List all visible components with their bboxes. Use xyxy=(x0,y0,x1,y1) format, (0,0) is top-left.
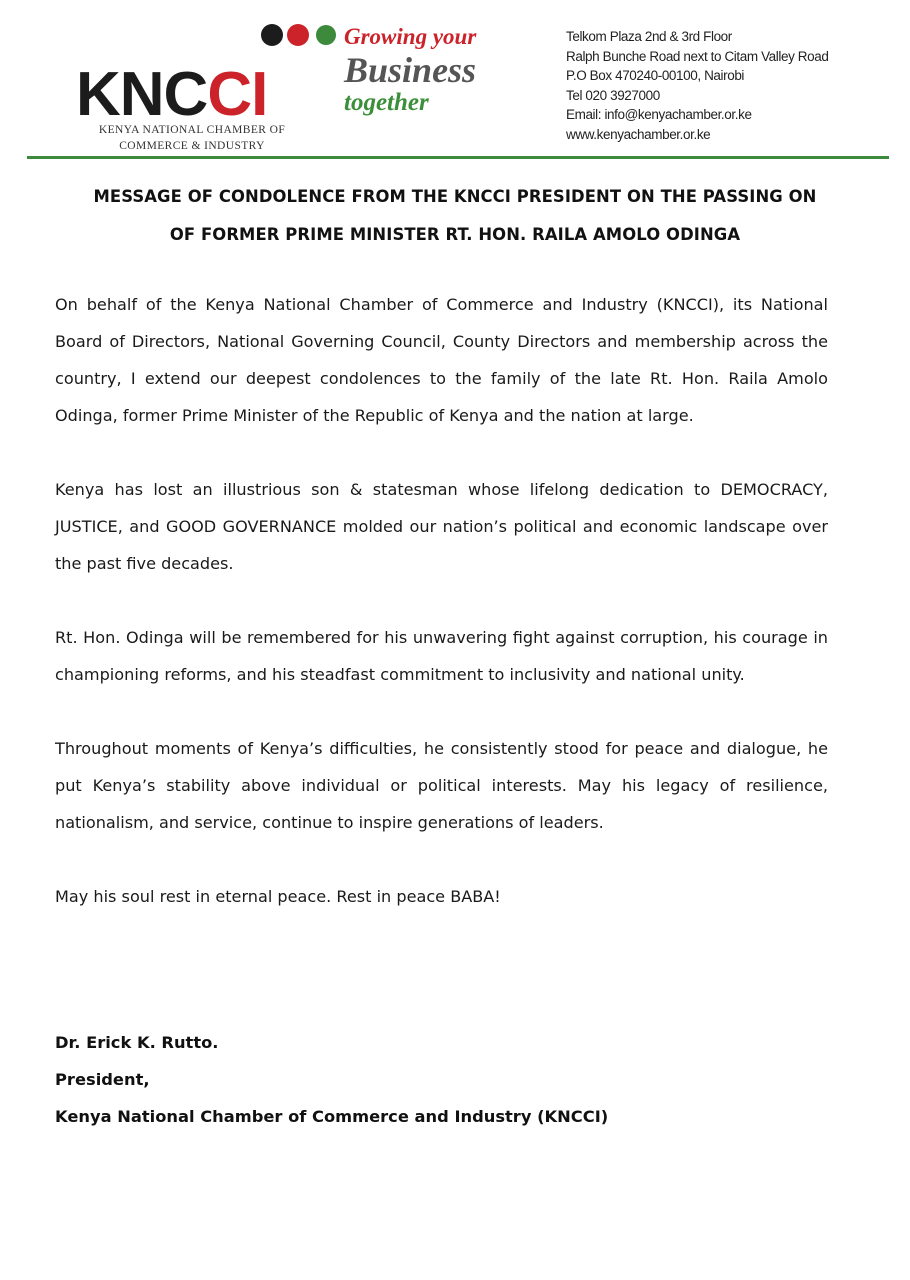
contact-email: Email: info@kenyachamber.or.ke xyxy=(566,107,752,123)
contact-block xyxy=(566,27,828,145)
contact-line: Ralph Bunche Road next to Citam Valley Road xyxy=(566,48,829,64)
logo-org-name xyxy=(76,122,308,154)
signatory-position: President, xyxy=(55,1070,150,1089)
contact-line: Tel 020 3927000 xyxy=(566,87,660,103)
logo-wordmark: KNCCI xyxy=(76,60,268,129)
paragraph: Kenya has lost an illustrious son & statesman whose lifelong dedication to DEMOCRACY, JUSTICE, and GOOD GOVERNANCE molded our nation’s political and economic landscape over the past five decades. xyxy=(55,480,828,573)
paragraph: May his soul rest in eternal peace. Rest in peace BABA! xyxy=(55,887,501,906)
contact-line: P.O Box 470240-00100, Nairobi xyxy=(566,68,745,84)
paragraph: On behalf of the Kenya National Chamber of Commerce and Industry (KNCCI), its National Board of Directors, National Governing Council, County Directors and membership across the country, I extend our deepest condolences to the family of the late Rt. Hon. Raila Amolo Odinga, former Prime Minister of the Republic of Kenya and the nation at large. xyxy=(55,295,828,425)
header-divider xyxy=(27,156,889,159)
contact-line: Telkom Plaza 2nd & 3rd Floor xyxy=(566,29,732,44)
paragraph: Rt. Hon. Odinga will be remembered for his unwavering fight against corruption, his courage in championing reforms, and his steadfast commitment to inclusivity and national unity. xyxy=(55,628,828,684)
kncci-logo xyxy=(76,20,336,155)
logo-green-dot-icon xyxy=(76,20,338,60)
signatory-organization: Kenya National Chamber of Commerce and Industry (KNCCI) xyxy=(55,1107,609,1126)
tagline-line: Business xyxy=(344,50,477,90)
tagline-line: together xyxy=(344,89,429,116)
signatory-name: Dr. Erick K. Rutto. xyxy=(55,1033,219,1052)
org-name-line: COMMERCE & INDUSTRY xyxy=(119,140,265,152)
title-line: OF FORMER PRIME MINISTER RT. HON. RAILA AMOLO ODINGA xyxy=(169,225,741,244)
paragraph: Throughout moments of Kenya’s difficulties, he consistently stood for peace and dialogue, he put Kenya’s stability above individual or political interests. May his legacy of resilience, nationalism, and service, continue to inspire generations of leaders. xyxy=(55,739,828,832)
title-line: MESSAGE OF CONDOLENCE FROM THE KNCCI PRESIDENT ON THE PASSING ON xyxy=(93,187,817,206)
signature-block xyxy=(55,1024,608,1135)
letterhead xyxy=(0,0,910,165)
message-body xyxy=(55,286,828,952)
contact-website: www.kenyachamber.or.ke xyxy=(566,126,711,142)
org-name-line: KENYA NATIONAL CHAMBER OF xyxy=(98,124,286,136)
tagline xyxy=(344,24,476,116)
tagline-line: Growing your xyxy=(344,24,477,49)
document-title xyxy=(40,178,870,254)
